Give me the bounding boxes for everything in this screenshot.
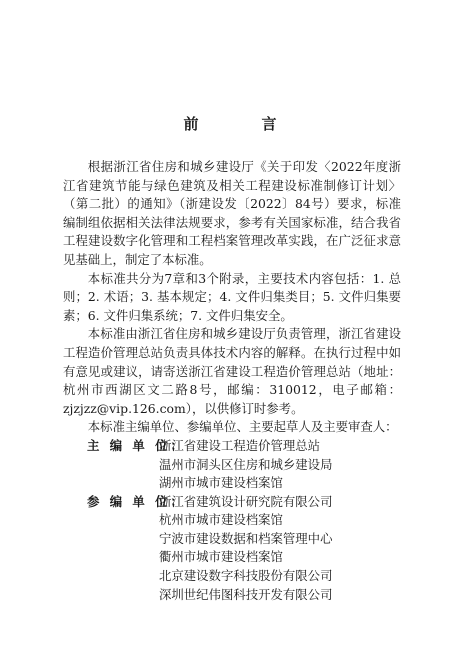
preface-body — [63, 158, 401, 604]
participating-unit: 杭州市城市建设档案馆 — [159, 512, 283, 528]
participating-unit: 深圳世纪伟图科技开发有限公司 — [159, 586, 333, 602]
paragraph-contents: 本标准共分为7章和3个附录，主要技术内容包括：1. 总则；2. 术语；3. 基本规定；4. 文件归集类目；5. 文件归集要素；6. 文件归集系统；7. 文件归集安全。 — [63, 270, 401, 323]
paragraph-management: 本标准由浙江省住房和城乡建设厅负责管理，浙江省建设工程造价管理总站负责具体技术内容的解释。在执行过程中如有意见或建议，请寄送浙江省建设工程造价管理总站（地址：杭州市西湖区文二路8号，邮编：310012，电子邮箱：zjzjzz@vip.126.com），以供修订时参考。 — [63, 326, 401, 416]
chief-editor-units — [63, 437, 401, 493]
contributors-list — [63, 437, 401, 604]
chief-unit: 温州市洞头区住房和城乡建设局 — [159, 456, 333, 472]
chief-unit: 浙江省建设工程造价管理总站 — [159, 437, 321, 453]
paragraph-basis: 根据浙江省住房和城乡建设厅《关于印发〈2022年度浙江省建筑节能与绿色建筑及相关工程建设标准制修订计划〉（第二批）的通知》（浙建设发〔2022〕84号）要求，标准编制组依据相关法律法规要求，参考有关国家标准，结合我省工程建设数字化管理和工程档案管理改革实践，在广泛征求意见基础上，制定了本标准。 — [63, 159, 401, 267]
chief-editor-orgs — [159, 437, 401, 493]
participating-unit: 宁波市建设数据和档案管理中心 — [159, 530, 333, 546]
paragraph-contributors-intro: 本标准主编单位、参编单位、主要起草人及主要审查人： — [87, 419, 398, 435]
participating-orgs — [159, 493, 401, 605]
chief-unit: 湖州市城市建设档案馆 — [159, 475, 283, 491]
participating-label: 参 编 单 位： — [87, 493, 186, 509]
participating-unit: 北京建设数字科技股份有限公司 — [159, 568, 333, 584]
participating-units — [63, 493, 401, 605]
participating-unit: 浙江省建筑设计研究院有限公司 — [159, 493, 333, 509]
page-title: 前 言 — [183, 115, 301, 133]
chief-editor-label: 主 编 单 位： — [87, 437, 186, 453]
participating-unit: 衢州市城市建设档案馆 — [159, 549, 283, 565]
